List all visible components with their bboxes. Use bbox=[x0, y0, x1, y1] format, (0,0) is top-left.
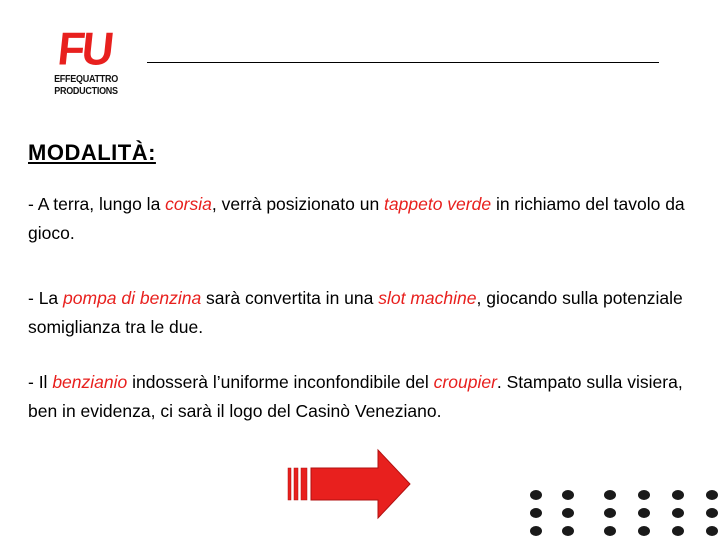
header-rule bbox=[147, 62, 659, 63]
dice-dots-icon bbox=[518, 486, 590, 546]
text-segment: A terra, lungo la bbox=[33, 194, 166, 214]
text-segment: sarà convertita in una bbox=[201, 288, 379, 308]
highlight-term: croupier bbox=[433, 372, 497, 392]
text-segment: Il bbox=[33, 372, 53, 392]
highlight-term: tappeto verde bbox=[384, 194, 492, 214]
text-segment: indosserà l’uniforme inconfondibile del bbox=[127, 372, 434, 392]
right-arrow-icon[interactable] bbox=[286, 448, 412, 520]
paragraph-3 bbox=[28, 368, 698, 426]
text-segment: , verrà posizionato un bbox=[211, 194, 385, 214]
paragraph-2 bbox=[28, 284, 698, 342]
text-segment: La bbox=[33, 288, 64, 308]
logo-line-1: EFFEQUATTRO bbox=[54, 74, 118, 85]
dice-dots-icon bbox=[596, 486, 728, 546]
text-segment: in richiamo del tavolo da gioco. bbox=[28, 194, 685, 243]
bullet-dash: - bbox=[28, 288, 34, 308]
section-heading: MODALITÀ: bbox=[28, 140, 156, 165]
text-segment: . Stampato sulla visiera, ben in evidenza, ci sarà il logo del Casinò Veneziano. bbox=[28, 372, 683, 421]
highlight-term: benzianio bbox=[52, 372, 128, 392]
highlight-term: pompa di benzina bbox=[63, 288, 202, 308]
highlight-term: corsia bbox=[165, 194, 212, 214]
effequattro-logo bbox=[44, 23, 128, 104]
highlight-term: slot machine bbox=[378, 288, 477, 308]
logo-mark: FU bbox=[55, 23, 114, 76]
logo-line-2: PRODUCTIONS bbox=[54, 86, 118, 97]
paragraph-1 bbox=[28, 190, 698, 248]
text-segment: , giocando sulla potenziale somiglianza tra le due. bbox=[28, 288, 683, 337]
bullet-dash: - bbox=[28, 372, 34, 392]
bullet-dash: - bbox=[28, 194, 34, 214]
